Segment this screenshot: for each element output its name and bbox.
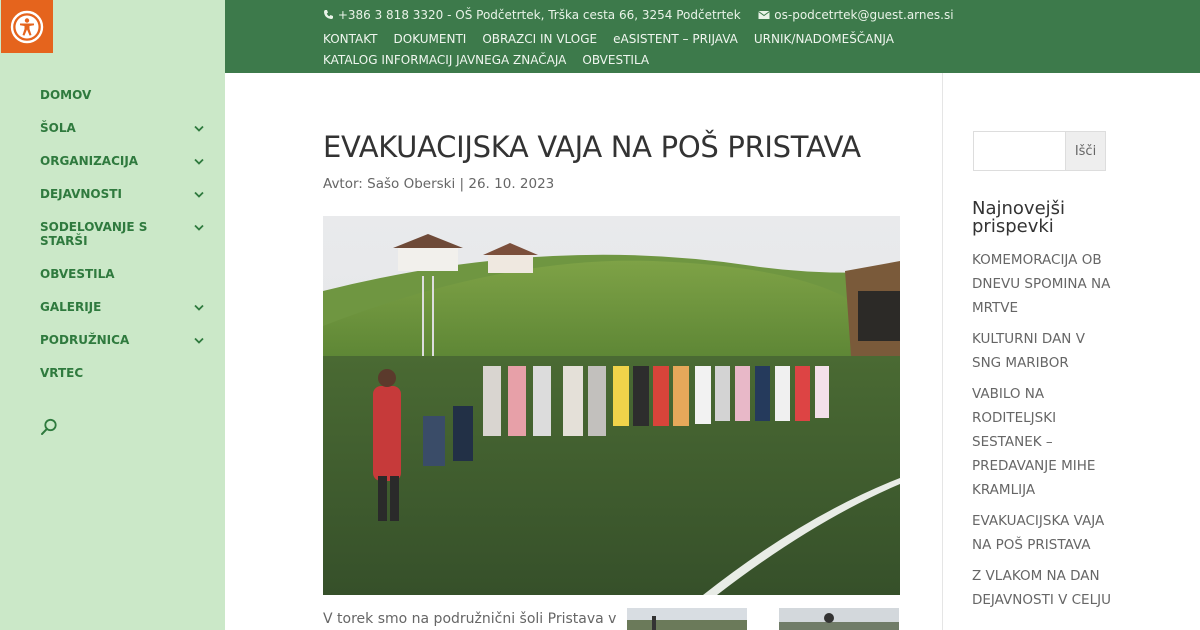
sidebar-search	[973, 131, 1106, 171]
sidebar-item-label: ŠOLA	[40, 121, 76, 135]
recent-posts-title: Najnovejši prispevki	[972, 198, 1066, 237]
sidebar-item-label: DOMOV	[40, 88, 92, 102]
meta-separator: |	[455, 176, 469, 192]
sidebar-item-label: VRTEC	[40, 366, 84, 380]
top-nav-link[interactable]: OBVESTILA	[582, 53, 650, 67]
main-content	[225, 73, 942, 630]
chevron-down-icon[interactable]	[193, 220, 205, 234]
sidebar-item[interactable]	[40, 333, 205, 347]
contact-info	[323, 8, 954, 22]
author-link[interactable]: Sašo Oberski	[367, 176, 456, 192]
sidebar-item-label: SODELOVANJE S STARŠI	[40, 220, 148, 248]
sidebar-item-label: PODRUŽNICA	[40, 333, 130, 347]
mail-icon	[758, 10, 770, 20]
top-nav-link[interactable]: KATALOG INFORMACIJ JAVNEGA ZNAČAJA	[323, 53, 567, 67]
post-title: EVAKUACIJSKA VAJA NA POŠ PRISTAVA	[323, 130, 861, 164]
top-nav-link[interactable]: URNIK/NADOMEŠČANJA	[753, 32, 894, 46]
phone-address[interactable]: +386 3 818 3320 - OŠ Podčetrtek, Trška cesta 66, 3254 Podčetrtek	[337, 8, 741, 22]
chevron-down-icon[interactable]	[193, 121, 205, 135]
recent-post-link[interactable]: EVAKUACIJSKA VAJA NA POŠ PRISTAVA	[972, 513, 1105, 553]
post-excerpt: V torek smo na podružnični šoli Pristava v	[323, 611, 617, 627]
gallery-thumbnail[interactable]	[627, 608, 747, 630]
sidebar-item[interactable]	[40, 88, 205, 102]
content-divider	[942, 73, 943, 630]
chevron-down-icon[interactable]	[193, 187, 205, 201]
post-meta	[323, 176, 554, 192]
gallery-thumbnail[interactable]	[779, 608, 899, 630]
sidebar-item-label: DEJAVNOSTI	[40, 187, 122, 201]
recent-posts-list	[972, 248, 1112, 619]
search-button[interactable]: Išči	[1065, 132, 1105, 170]
accessibility-button[interactable]	[1, 0, 53, 53]
sidebar-item[interactable]	[40, 267, 205, 281]
email-link[interactable]: os-podcetrtek@guest.arnes.si	[774, 8, 954, 22]
sidebar-item[interactable]	[40, 220, 205, 248]
sidebar-item-label: ORGANIZACIJA	[40, 154, 139, 168]
sidebar-item[interactable]	[40, 121, 205, 135]
chevron-down-icon[interactable]	[193, 154, 205, 168]
meta-prefix: Avtor:	[323, 176, 368, 192]
top-nav-link[interactable]: eASISTENT – PRIJAVA	[613, 32, 738, 46]
top-navigation	[323, 29, 963, 71]
chevron-down-icon[interactable]	[193, 333, 205, 347]
sidebar-item-label: OBVESTILA	[40, 267, 115, 281]
left-sidebar	[0, 0, 225, 630]
search-input[interactable]	[974, 132, 1065, 170]
sidebar-item[interactable]	[40, 187, 205, 201]
sidebar-item-label: GALERIJE	[40, 300, 102, 314]
post-date: 26. 10. 2023	[468, 176, 555, 192]
sidebar-item[interactable]	[40, 366, 205, 380]
top-nav-link[interactable]: KONTAKT	[323, 32, 378, 46]
top-bar	[225, 0, 1200, 73]
recent-post-link[interactable]: KULTURNI DAN V SNG MARIBOR	[972, 331, 1085, 371]
sidebar-item[interactable]	[40, 154, 205, 168]
accessibility-icon	[10, 10, 44, 44]
recent-post-link[interactable]: VABILO NA RODITELJSKI SESTANEK – PREDAVANJE MIHE KRAMLIJA	[972, 386, 1096, 498]
sidebar-item[interactable]	[40, 300, 205, 314]
featured-image	[323, 216, 900, 595]
recent-post-link[interactable]: KOMEMORACIJA OB DNEVU SPOMINA NA MRTVE	[972, 252, 1111, 316]
top-nav-link[interactable]: OBRAZCI IN VLOGE	[482, 32, 598, 46]
recent-post-link[interactable]: Z VLAKOM NA DAN DEJAVNOSTI V CELJU	[972, 568, 1111, 608]
search-icon[interactable]	[40, 418, 58, 436]
chevron-down-icon[interactable]	[193, 300, 205, 314]
phone-icon	[323, 9, 334, 20]
top-nav-link[interactable]: DOKUMENTI	[393, 32, 467, 46]
